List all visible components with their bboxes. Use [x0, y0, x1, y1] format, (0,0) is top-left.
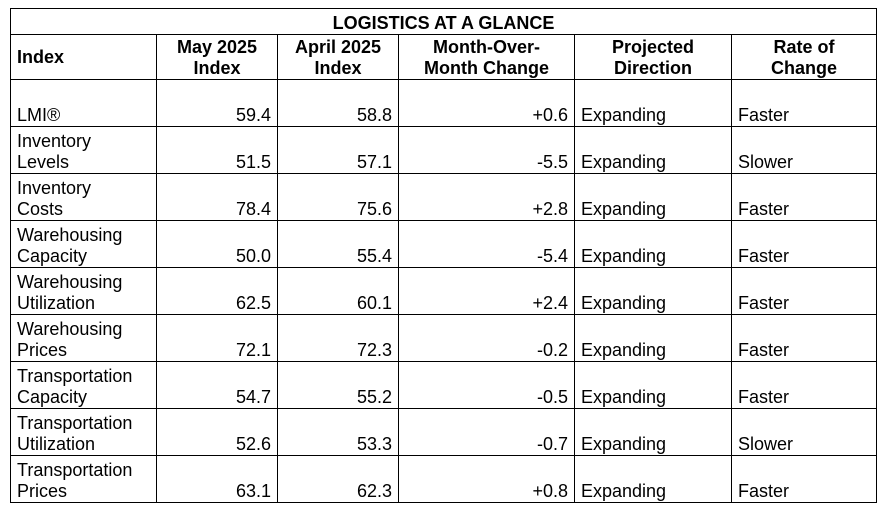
- row-label-line2: Capacity: [17, 246, 88, 266]
- table-title-row: [11, 9, 877, 35]
- row-april-value: 72.3: [278, 315, 399, 362]
- row-label-line2: LMI®: [17, 105, 61, 125]
- row-april-value: 58.8: [278, 80, 399, 127]
- header-dir-line1: Projected: [611, 37, 695, 57]
- table-row: [11, 456, 877, 503]
- row-label-line2: Costs: [17, 199, 64, 219]
- header-index: Index: [11, 35, 157, 80]
- row-april-value: 57.1: [278, 127, 399, 174]
- row-direction: Expanding: [575, 174, 732, 221]
- header-row: [11, 35, 877, 80]
- table-row: [11, 268, 877, 315]
- row-label-line1: Inventory: [17, 131, 92, 151]
- table-row: [11, 80, 877, 127]
- row-label-line2: Levels: [17, 152, 70, 172]
- row-rate: Slower: [732, 409, 877, 456]
- row-april-value: 60.1: [278, 268, 399, 315]
- row-rate: Faster: [732, 315, 877, 362]
- row-rate: Faster: [732, 268, 877, 315]
- header-april-line2: Index: [314, 58, 362, 78]
- row-april-value: 55.4: [278, 221, 399, 268]
- row-april-value: 55.2: [278, 362, 399, 409]
- row-may-value: 51.5: [157, 127, 278, 174]
- header-rate-line2: Change: [771, 58, 838, 78]
- header-april-line1: April 2025: [294, 37, 382, 57]
- row-index-label: [11, 456, 157, 503]
- row-rate: Faster: [732, 456, 877, 503]
- row-may-value: 59.4: [157, 80, 278, 127]
- row-april-value: 53.3: [278, 409, 399, 456]
- row-mom-change: -0.5: [399, 362, 575, 409]
- row-may-value: 62.5: [157, 268, 278, 315]
- row-mom-change: +2.8: [399, 174, 575, 221]
- table-row: [11, 174, 877, 221]
- row-may-value: 50.0: [157, 221, 278, 268]
- row-rate: Slower: [732, 127, 877, 174]
- row-april-value: 62.3: [278, 456, 399, 503]
- row-index-label: [11, 268, 157, 315]
- row-label-line1: Inventory: [17, 178, 92, 198]
- row-may-value: 78.4: [157, 174, 278, 221]
- row-rate: Faster: [732, 362, 877, 409]
- row-direction: Expanding: [575, 221, 732, 268]
- row-direction: Expanding: [575, 456, 732, 503]
- row-label-line1: Transportation: [17, 460, 133, 480]
- header-rate-of-change: [732, 35, 877, 80]
- header-mom-line2: Month Change: [424, 58, 549, 78]
- row-rate: Faster: [732, 174, 877, 221]
- row-mom-change: -0.2: [399, 315, 575, 362]
- table-row: [11, 221, 877, 268]
- row-mom-change: -0.7: [399, 409, 575, 456]
- logistics-table: [10, 8, 877, 503]
- table-row: [11, 315, 877, 362]
- header-rate-line1: Rate of: [773, 37, 835, 57]
- row-index-label: [11, 221, 157, 268]
- row-index-label: [11, 315, 157, 362]
- row-label-line2: Utilization: [17, 293, 96, 313]
- table-row: [11, 409, 877, 456]
- row-direction: Expanding: [575, 315, 732, 362]
- table-row: [11, 127, 877, 174]
- row-mom-change: +0.6: [399, 80, 575, 127]
- row-rate: Faster: [732, 80, 877, 127]
- row-april-value: 75.6: [278, 174, 399, 221]
- row-direction: Expanding: [575, 362, 732, 409]
- header-mom-change: [399, 35, 575, 80]
- header-april-index: [278, 35, 399, 80]
- row-index-label: [11, 362, 157, 409]
- row-index-label: [11, 174, 157, 221]
- row-label-line1: Warehousing: [17, 272, 123, 292]
- row-label-line2: Capacity: [17, 387, 88, 407]
- row-may-value: 52.6: [157, 409, 278, 456]
- row-mom-change: -5.4: [399, 221, 575, 268]
- row-label-line1: Warehousing: [17, 319, 123, 339]
- row-direction: Expanding: [575, 127, 732, 174]
- row-direction: Expanding: [575, 409, 732, 456]
- row-mom-change: -5.5: [399, 127, 575, 174]
- row-label-line1: Warehousing: [17, 225, 123, 245]
- row-direction: Expanding: [575, 80, 732, 127]
- row-label-line1: Transportation: [17, 366, 133, 386]
- row-label-line2: Prices: [17, 340, 68, 360]
- header-may-line2: Index: [193, 58, 241, 78]
- row-label-line2: Utilization: [17, 434, 96, 454]
- table-row: [11, 362, 877, 409]
- row-label-line2: Prices: [17, 481, 68, 501]
- row-rate: Faster: [732, 221, 877, 268]
- row-index-label: [11, 127, 157, 174]
- row-may-value: 72.1: [157, 315, 278, 362]
- header-may-line1: May 2025: [176, 37, 258, 57]
- header-may-index: [157, 35, 278, 80]
- row-mom-change: +0.8: [399, 456, 575, 503]
- header-mom-line1: Month-Over-: [433, 37, 540, 57]
- table-title: LOGISTICS AT A GLANCE: [11, 9, 877, 35]
- row-may-value: 54.7: [157, 362, 278, 409]
- header-projected-direction: [575, 35, 732, 80]
- row-label-line1: Transportation: [17, 413, 133, 433]
- row-index-label: [11, 80, 157, 127]
- row-index-label: [11, 409, 157, 456]
- row-mom-change: +2.4: [399, 268, 575, 315]
- row-direction: Expanding: [575, 268, 732, 315]
- row-may-value: 63.1: [157, 456, 278, 503]
- header-dir-line2: Direction: [613, 58, 692, 78]
